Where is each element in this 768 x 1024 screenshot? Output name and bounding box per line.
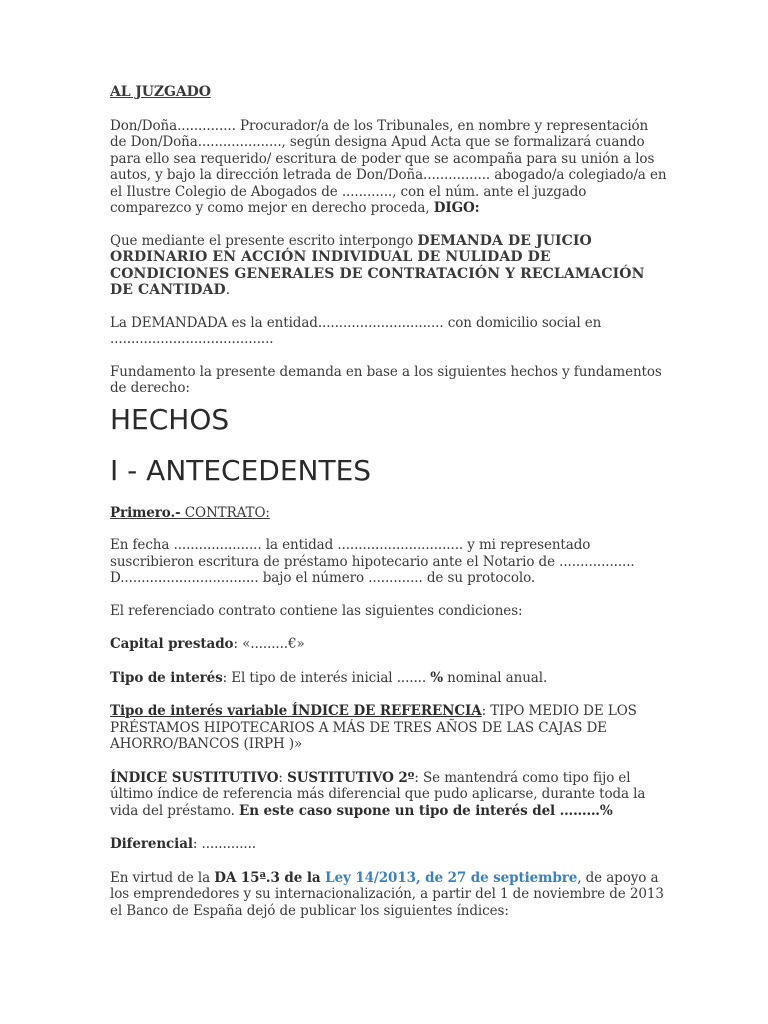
claim-paragraph: [110, 233, 668, 299]
spread-line: [110, 836, 668, 853]
law-link[interactable]: Ley 14/2013, de 27 de septiembre: [325, 869, 578, 886]
law-suffix: , de apoyo a los emprendedores y su internacionalización, a partir del 1 de noviembre de 2013 el Banco de España dejó de publicar los siguientes índices:: [110, 869, 664, 919]
interest-rate-line: [110, 670, 668, 687]
interest-rate-value-b: nominal anual.: [442, 669, 548, 686]
law-prefix: En virtud de la: [110, 869, 215, 886]
defendant-paragraph: La DEMANDADA es la entidad.............................. con domicilio social en .......................................: [110, 314, 602, 347]
substitute-index-label2: SUSTITUTIVO 2º: [287, 769, 415, 786]
court-heading: AL JUZGADO: [110, 84, 211, 100]
intro-text: Don/Doña.............. Procurador/a de los Tribunales, en nombre y representación de Don/Doña...................., según designa Apud Acta que se formalizará cuando para ello sea requerido/ escritura de poder que se acompaña para su unión a los autos, y bajo la dirección letrada de Don/Doña................ abogado/a colegiado/a en el Ilustre Colegio de Abogados de ............, con el núm. ante el juzgado comparezco y como mejor en derecho proceda,: [110, 117, 667, 216]
first-fact-title: CONTRATO:: [180, 504, 270, 521]
spread-value: : .............: [192, 836, 257, 852]
first-fact-heading: [110, 505, 668, 522]
substitute-index-paragraph: [110, 770, 668, 820]
capital-value: : «.........€»: [233, 636, 305, 652]
law-provision: DA 15ª.3 de la: [214, 869, 326, 886]
first-fact-label: Primero.-: [110, 504, 181, 521]
claim-type: DEMANDA DE JUICIO ORDINARIO EN ACCIÓN INDIVIDUAL DE NULIDAD DE CONDICIONES GENERALES DE CONTRATACIÓN Y RECLAMACIÓN DE CANTIDAD: [110, 232, 645, 298]
interest-rate-label: Tipo de interés: [110, 669, 223, 686]
interest-rate-value-a: : El tipo de interés inicial .......: [222, 669, 431, 686]
intro-digo: DIGO:: [433, 200, 480, 216]
intro-paragraph: [110, 118, 668, 217]
substitute-index-text: : Se mantendrá como tipo fijo el último índice de referencia más diferencial que pudo aplicarse, durante toda la vida del préstamo.: [110, 769, 646, 819]
basis-paragraph: Fundamento la presente demanda en base a los siguientes hechos y fundamentos de derecho:: [110, 363, 662, 396]
contract-date-paragraph: En fecha ..................... la entidad .............................. y mi representado suscribieron escritura de préstamo hipotecario ante el Notario de .................. D................................. bajo el número ............. de su protocolo.: [110, 537, 635, 586]
claim-suffix: .: [225, 282, 230, 298]
variable-rate-label: Tipo de interés variable ÍNDICE DE REFERENCIA: [110, 703, 482, 719]
interest-rate-percent: %: [430, 669, 443, 686]
conditions-intro: El referenciado contrato contiene las siguientes condiciones:: [110, 602, 523, 619]
substitute-index-label: ÍNDICE SUSTITUTIVO: [110, 769, 279, 786]
substitute-index-colon: :: [278, 769, 288, 786]
capital-label: Capital prestado: [110, 636, 234, 652]
variable-rate-line: [110, 703, 668, 753]
substitute-index-bold: En este caso supone un tipo de interés del ………%: [239, 802, 613, 819]
law-paragraph: [110, 870, 668, 920]
section-hechos: HECHOS: [110, 402, 230, 436]
capital-line: [110, 636, 668, 653]
spread-label: Diferencial: [110, 836, 193, 852]
variable-rate-value: : TIPO MEDIO DE LOS PRÉSTAMOS HIPOTECARIOS A MÁS DE TRES AÑOS DE LAS CAJAS DE AHORRO/BANCOS (IRPH )»: [110, 703, 637, 752]
section-antecedentes: I - ANTECEDENTES: [110, 453, 372, 487]
claim-prefix: Que mediante el presente escrito interpongo: [110, 232, 418, 249]
